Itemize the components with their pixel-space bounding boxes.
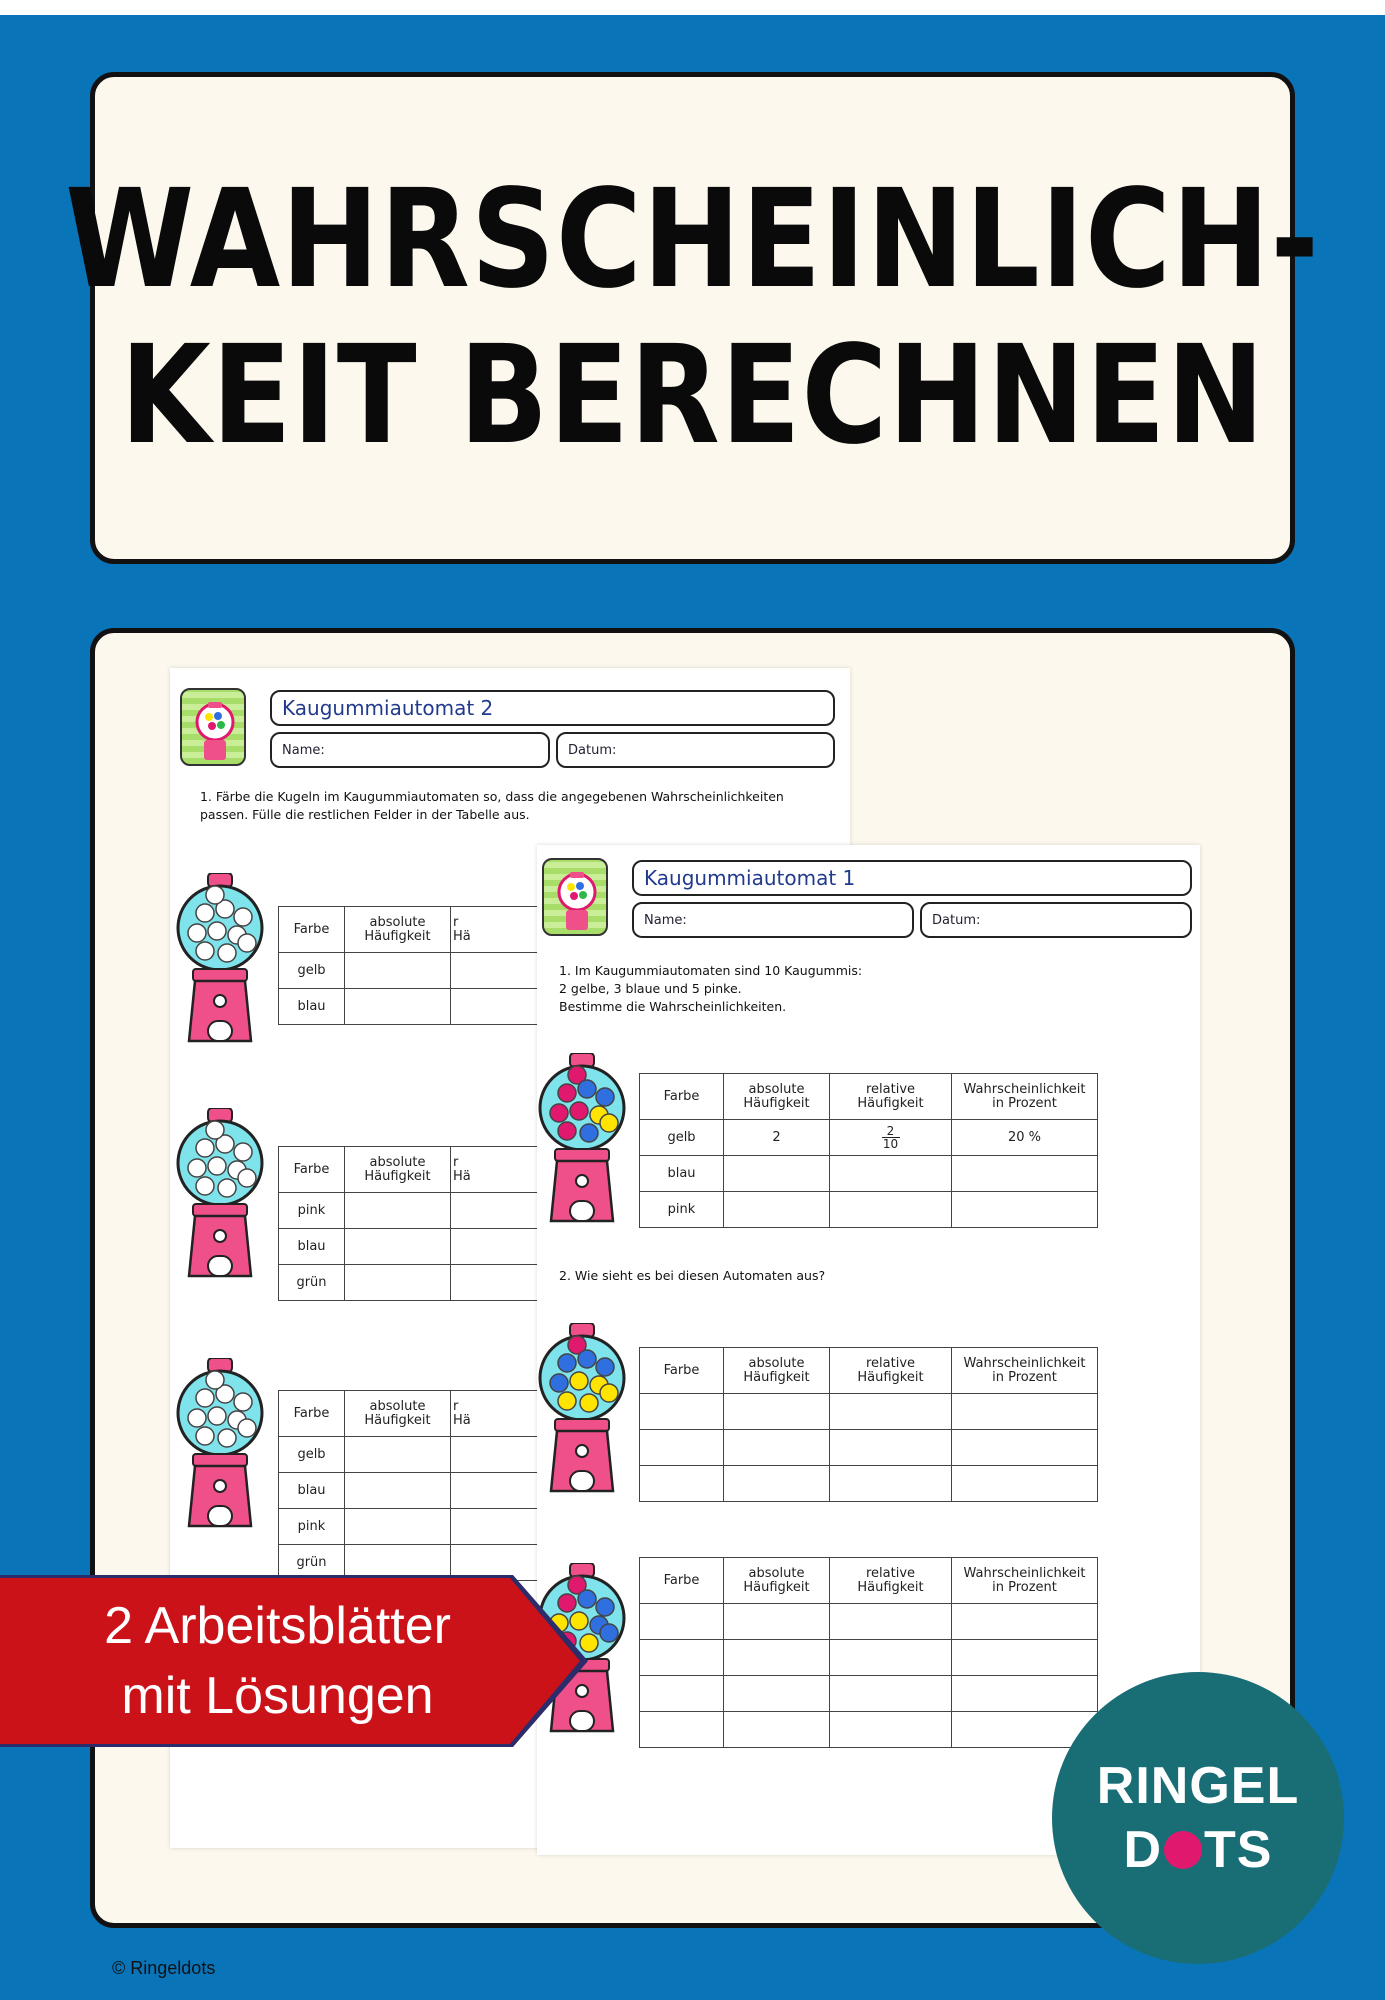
cell-color: grün bbox=[279, 1265, 345, 1301]
task-1-line-1: 1. Färbe die Kugeln im Kaugummiautomaten so, dass die angegebenen Wahrscheinlichkeiten bbox=[200, 789, 784, 804]
gumball-machine-blank-1 bbox=[175, 873, 265, 1053]
cell-input[interactable] bbox=[345, 1229, 451, 1265]
copyright: © Ringeldots bbox=[112, 1958, 216, 1978]
col-color: Farbe bbox=[279, 1147, 345, 1193]
cell-input[interactable] bbox=[952, 1430, 1098, 1466]
cell-input[interactable] bbox=[724, 1712, 830, 1748]
cell-input[interactable] bbox=[345, 1509, 451, 1545]
col-color: Farbe bbox=[640, 1074, 724, 1120]
cell-input[interactable] bbox=[724, 1640, 830, 1676]
name-label: Name: bbox=[282, 742, 325, 758]
cell-input[interactable] bbox=[830, 1156, 952, 1192]
cell-input[interactable] bbox=[724, 1394, 830, 1430]
date-field[interactable] bbox=[556, 732, 835, 768]
gumball-machine-icon bbox=[542, 858, 608, 936]
col-probability: Wahrscheinlichkeit in Prozent bbox=[952, 1074, 1098, 1120]
cell-color: gelb bbox=[279, 953, 345, 989]
cell-input[interactable] bbox=[952, 1604, 1098, 1640]
gumball-machine-colored-1 bbox=[537, 1053, 627, 1233]
col-relative-cut: r Hä bbox=[451, 1147, 551, 1193]
cell-input[interactable] bbox=[830, 1712, 952, 1748]
table-3-blank bbox=[639, 1557, 1098, 1748]
cell-color: blau bbox=[279, 1473, 345, 1509]
cell-input[interactable] bbox=[345, 953, 451, 989]
task-1-text bbox=[200, 788, 784, 824]
cell-input[interactable] bbox=[724, 1466, 830, 1502]
col-relative: relative Häufigkeit bbox=[830, 1558, 952, 1604]
cell-input[interactable] bbox=[345, 1193, 451, 1229]
cell-input[interactable] bbox=[830, 1466, 952, 1502]
cell-input[interactable] bbox=[830, 1430, 952, 1466]
cell-input[interactable] bbox=[640, 1676, 724, 1712]
cell-input[interactable] bbox=[345, 1473, 451, 1509]
cell-color: blau bbox=[279, 1229, 345, 1265]
cell-input[interactable] bbox=[451, 1193, 551, 1229]
fraction-denominator: 10 bbox=[882, 1137, 899, 1151]
cell-input[interactable] bbox=[952, 1394, 1098, 1430]
cell-color: blau bbox=[640, 1156, 724, 1192]
cell-input[interactable] bbox=[952, 1640, 1098, 1676]
cell-input[interactable] bbox=[952, 1676, 1098, 1712]
task-1-line-2: 2 gelbe, 3 blaue und 5 pinke. bbox=[559, 981, 742, 996]
date-label: Datum: bbox=[932, 912, 981, 928]
col-absolute: absolute Häufigkeit bbox=[345, 1147, 451, 1193]
col-probability: Wahrscheinlichkeit in Prozent bbox=[952, 1558, 1098, 1604]
gumball-machine-colored-2 bbox=[537, 1323, 627, 1503]
task-2-text: 2. Wie sieht es bei diesen Automaten aus? bbox=[559, 1268, 826, 1283]
cell-input[interactable] bbox=[451, 953, 551, 989]
cell-input[interactable] bbox=[451, 1265, 551, 1301]
cell-input[interactable] bbox=[830, 1394, 952, 1430]
name-field[interactable] bbox=[632, 902, 914, 938]
cell-input[interactable] bbox=[952, 1466, 1098, 1502]
col-absolute: absolute Häufigkeit bbox=[345, 907, 451, 953]
worksheet-title-box bbox=[632, 860, 1192, 896]
table-1-solved bbox=[639, 1073, 1098, 1228]
table-2 bbox=[278, 1146, 551, 1301]
cell-color: gelb bbox=[640, 1120, 724, 1156]
cell-input[interactable] bbox=[451, 1509, 551, 1545]
cell-color: blau bbox=[279, 989, 345, 1025]
task-1-line-2: passen. Fülle die restlichen Felder in der Tabelle aus. bbox=[200, 807, 530, 822]
gumball-machine-blank-2 bbox=[175, 1108, 265, 1288]
col-color: Farbe bbox=[279, 1391, 345, 1437]
cell-input[interactable] bbox=[640, 1430, 724, 1466]
cell-color: pink bbox=[279, 1193, 345, 1229]
worksheet-title: Kaugummiautomat 1 bbox=[644, 866, 856, 890]
date-field[interactable] bbox=[920, 902, 1192, 938]
col-relative-cut: r Hä bbox=[451, 907, 551, 953]
task-1-line-1: 1. Im Kaugummiautomaten sind 10 Kaugummis: bbox=[559, 963, 863, 978]
cell-color: grün bbox=[279, 1545, 345, 1581]
cell-input[interactable] bbox=[830, 1640, 952, 1676]
banner-text bbox=[0, 1578, 555, 1744]
title-card bbox=[65, 72, 1320, 564]
cell-color: pink bbox=[640, 1192, 724, 1228]
col-relative: relative Häufigkeit bbox=[830, 1348, 952, 1394]
task-1-line-3: Bestimme die Wahrscheinlichkeiten. bbox=[559, 999, 787, 1014]
cell-probability: 20 % bbox=[952, 1120, 1098, 1156]
ringeldots-logo bbox=[1052, 1672, 1344, 1964]
worksheet-title: Kaugummiautomat 2 bbox=[282, 696, 494, 720]
title-line-2: KEIT BERECHNEN bbox=[120, 317, 1265, 475]
cell-input[interactable] bbox=[345, 1265, 451, 1301]
col-absolute: absolute Häufigkeit bbox=[724, 1558, 830, 1604]
cell-input[interactable] bbox=[952, 1192, 1098, 1228]
gumball-machine-blank-3 bbox=[175, 1358, 265, 1538]
gumball-machine-icon bbox=[180, 688, 246, 766]
col-relative: relative Häufigkeit bbox=[830, 1074, 952, 1120]
table-1 bbox=[278, 906, 551, 1025]
fraction-numerator: 2 bbox=[886, 1124, 895, 1138]
col-color: Farbe bbox=[640, 1558, 724, 1604]
cell-input[interactable] bbox=[640, 1604, 724, 1640]
col-probability: Wahrscheinlichkeit in Prozent bbox=[952, 1348, 1098, 1394]
logo-letters-ts: TS bbox=[1204, 1821, 1273, 1879]
cell-input[interactable] bbox=[451, 1229, 551, 1265]
cell-input[interactable] bbox=[640, 1640, 724, 1676]
worksheet-title-box bbox=[270, 690, 835, 726]
cell-input[interactable] bbox=[640, 1394, 724, 1430]
logo-line-2 bbox=[1123, 1818, 1272, 1882]
cell-input[interactable] bbox=[724, 1192, 830, 1228]
cell-color: pink bbox=[279, 1509, 345, 1545]
cell-input[interactable] bbox=[451, 989, 551, 1025]
name-label: Name: bbox=[644, 912, 687, 928]
col-color: Farbe bbox=[279, 907, 345, 953]
cell-input[interactable] bbox=[724, 1430, 830, 1466]
cell-input[interactable] bbox=[830, 1192, 952, 1228]
col-absolute: absolute Häufigkeit bbox=[345, 1391, 451, 1437]
cell-input[interactable] bbox=[345, 989, 451, 1025]
cell-color: gelb bbox=[279, 1437, 345, 1473]
logo-dot-icon bbox=[1164, 1831, 1202, 1869]
table-2-blank bbox=[639, 1347, 1098, 1502]
cell-input[interactable] bbox=[724, 1156, 830, 1192]
cell-input[interactable] bbox=[830, 1676, 952, 1712]
cell-input[interactable] bbox=[952, 1156, 1098, 1192]
col-absolute: absolute Häufigkeit bbox=[724, 1348, 830, 1394]
col-relative-cut: r Hä bbox=[451, 1391, 551, 1437]
table-3 bbox=[278, 1390, 551, 1581]
task-1-text bbox=[559, 962, 862, 1016]
logo-line-1: RINGEL bbox=[1096, 1757, 1300, 1815]
cell-input[interactable] bbox=[345, 1437, 451, 1473]
cell-input[interactable] bbox=[640, 1712, 724, 1748]
cell-absolute: 2 bbox=[724, 1120, 830, 1156]
cell-input[interactable] bbox=[451, 1473, 551, 1509]
date-label: Datum: bbox=[568, 742, 617, 758]
banner-line-1: 2 Arbeitsblätter bbox=[104, 1597, 451, 1655]
cell-input[interactable] bbox=[724, 1604, 830, 1640]
logo-letter-d: D bbox=[1123, 1821, 1163, 1879]
cell-relative-fraction bbox=[830, 1120, 952, 1156]
col-absolute: absolute Häufigkeit bbox=[724, 1074, 830, 1120]
cell-input[interactable] bbox=[451, 1437, 551, 1473]
title-line-1: WAHRSCHEINLICH- bbox=[65, 160, 1320, 319]
cell-input[interactable] bbox=[724, 1676, 830, 1712]
worksheet-kaugummiautomat-1 bbox=[537, 845, 1200, 1855]
col-color: Farbe bbox=[640, 1348, 724, 1394]
cell-input[interactable] bbox=[640, 1466, 724, 1502]
cell-input[interactable] bbox=[830, 1604, 952, 1640]
name-field[interactable] bbox=[270, 732, 550, 768]
banner-line-2: mit Lösungen bbox=[121, 1667, 434, 1725]
